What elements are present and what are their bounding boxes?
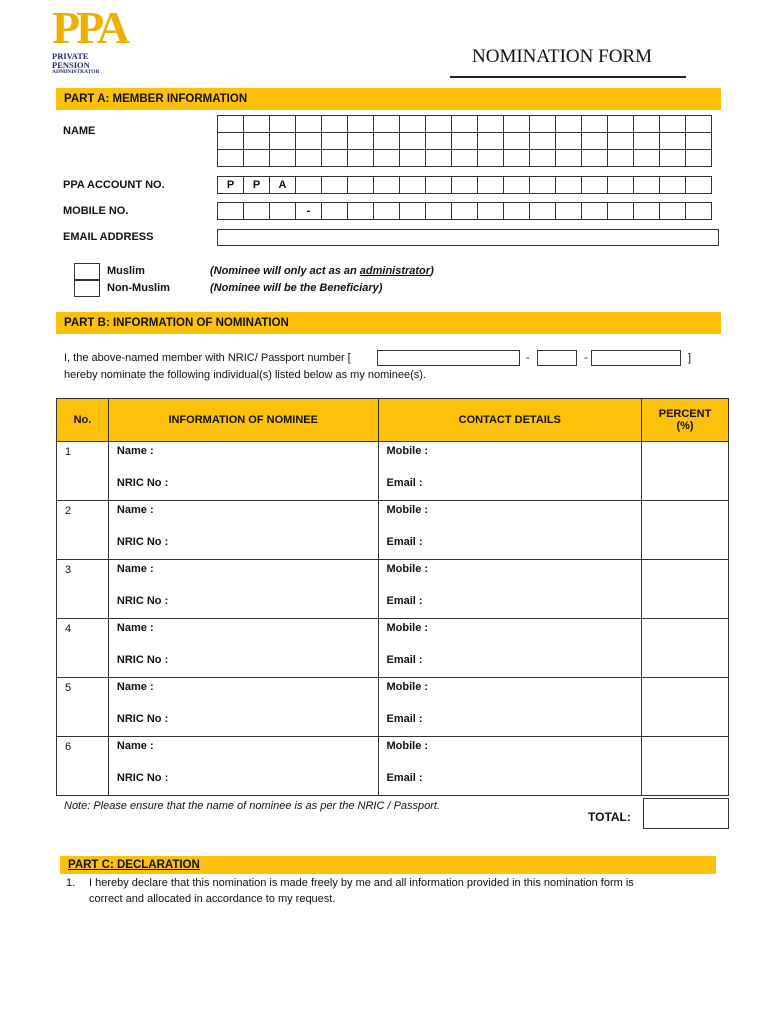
total-percent-input[interactable]: [643, 798, 729, 829]
account-cell[interactable]: [296, 177, 322, 194]
mobile-cell[interactable]: [244, 203, 270, 220]
name-cell[interactable]: [530, 133, 556, 150]
nominee-nric-field: NRIC No :: [116, 536, 169, 548]
nominee-contact-cell[interactable]: [378, 678, 642, 737]
nominate-statement: hereby nominate the following individual(s) listed below as my nominee(s).: [64, 369, 426, 381]
non-muslim-checkbox[interactable]: [74, 280, 100, 297]
name-cell[interactable]: [270, 133, 296, 150]
name-cell[interactable]: [296, 116, 322, 133]
name-cell[interactable]: [582, 116, 608, 133]
account-cell[interactable]: [426, 177, 452, 194]
nominee-percent-cell[interactable]: [642, 501, 729, 560]
account-cell[interactable]: [478, 177, 504, 194]
nominee-contact-cell[interactable]: [378, 560, 642, 619]
nominee-number: 5: [57, 678, 109, 737]
name-cell[interactable]: [660, 133, 686, 150]
mobile-cell[interactable]: [660, 203, 686, 220]
name-cell[interactable]: [686, 150, 712, 167]
name-grid[interactable]: [217, 115, 712, 167]
nominee-row: [57, 619, 729, 678]
name-cell[interactable]: [556, 116, 582, 133]
name-cell[interactable]: [582, 133, 608, 150]
account-cell[interactable]: [322, 177, 348, 194]
non-muslim-label: Non-Muslim: [107, 282, 170, 294]
name-cell[interactable]: [270, 116, 296, 133]
nominee-percent-cell[interactable]: [642, 737, 729, 796]
muslim-note: (Nominee will only act as an administrator): [210, 265, 434, 277]
mobile-cell[interactable]: [478, 203, 504, 220]
name-cell[interactable]: [348, 133, 374, 150]
mobile-grid[interactable]: [217, 202, 712, 220]
nominee-info-cell[interactable]: [108, 619, 378, 678]
mobile-cell[interactable]: [400, 203, 426, 220]
name-cell[interactable]: [426, 150, 452, 167]
nominee-nric-field: NRIC No :: [116, 595, 169, 607]
name-cell[interactable]: [686, 116, 712, 133]
name-cell[interactable]: [296, 133, 322, 150]
mobile-cell[interactable]: [322, 203, 348, 220]
nric-dash-1: -: [526, 352, 530, 364]
nominee-nric-field: NRIC No :: [116, 772, 169, 784]
nominee-row: [57, 501, 729, 560]
part-c-heading: PART C: DECLARATION: [60, 856, 716, 874]
ppa-logo: PPA: [52, 2, 127, 53]
mobile-cell[interactable]: [374, 203, 400, 220]
name-cell[interactable]: [478, 133, 504, 150]
mobile-cell[interactable]: [686, 203, 712, 220]
name-cell[interactable]: [634, 150, 660, 167]
name-cell[interactable]: [634, 133, 660, 150]
name-cell[interactable]: [608, 150, 634, 167]
non-muslim-note: (Nominee will be the Beneficiary): [210, 282, 383, 294]
nominee-email-field: Email :: [386, 772, 423, 784]
nominee-email-field: Email :: [386, 713, 423, 725]
account-cell[interactable]: [660, 177, 686, 194]
mobile-cell[interactable]: [582, 203, 608, 220]
muslim-label: Muslim: [107, 265, 145, 277]
account-cell[interactable]: [374, 177, 400, 194]
nominee-email-field: Email :: [386, 477, 423, 489]
name-cell[interactable]: [452, 116, 478, 133]
mobile-cell[interactable]: [530, 203, 556, 220]
nominee-nric-field: NRIC No :: [116, 713, 169, 725]
name-cell[interactable]: [452, 133, 478, 150]
nric-part-3-input[interactable]: [591, 350, 681, 366]
nominee-number: 3: [57, 560, 109, 619]
nric-part-1-input[interactable]: [377, 350, 520, 366]
name-cell[interactable]: [426, 116, 452, 133]
name-cell[interactable]: [218, 150, 244, 167]
nric-intro: I, the above-named member with NRIC/ Passport number [: [64, 352, 351, 364]
name-cell[interactable]: [608, 116, 634, 133]
nominee-percent-cell[interactable]: [642, 619, 729, 678]
nominee-email-field: Email :: [386, 536, 423, 548]
declaration-line-2: correct and allocated in accordance to my request.: [89, 893, 336, 905]
name-cell[interactable]: [400, 133, 426, 150]
name-cell[interactable]: [322, 116, 348, 133]
name-cell[interactable]: [244, 116, 270, 133]
name-cell[interactable]: [660, 150, 686, 167]
nominee-mobile-field: Mobile :: [386, 622, 429, 634]
name-cell[interactable]: [218, 133, 244, 150]
mobile-label: MOBILE NO.: [63, 205, 129, 217]
nominee-number: 4: [57, 619, 109, 678]
account-cell[interactable]: [582, 177, 608, 194]
name-cell[interactable]: [478, 150, 504, 167]
declaration-number: 1.: [66, 877, 76, 889]
administrator-term: administrator: [359, 265, 431, 277]
account-grid[interactable]: [217, 176, 712, 194]
name-cell[interactable]: [452, 150, 478, 167]
mobile-cell[interactable]: [452, 203, 478, 220]
muslim-checkbox[interactable]: [74, 263, 100, 280]
name-cell[interactable]: [296, 150, 322, 167]
form-title: NOMINATION FORM: [472, 46, 652, 67]
name-cell[interactable]: [374, 116, 400, 133]
mobile-dash: -: [296, 203, 322, 220]
account-prefix-cell: P: [218, 177, 244, 194]
name-cell[interactable]: [244, 150, 270, 167]
name-cell[interactable]: [634, 116, 660, 133]
nominee-nric-field: NRIC No :: [116, 654, 169, 666]
name-cell[interactable]: [504, 116, 530, 133]
nominee-number: 6: [57, 737, 109, 796]
col-info: INFORMATION OF NOMINEE: [108, 399, 378, 442]
nominee-name-field: Name :: [116, 622, 154, 634]
nominee-name-field: Name :: [116, 740, 154, 752]
mobile-cell[interactable]: [426, 203, 452, 220]
account-cell[interactable]: [686, 177, 712, 194]
name-cell[interactable]: [556, 150, 582, 167]
nric-part-2-input[interactable]: [537, 350, 577, 366]
name-cell[interactable]: [400, 116, 426, 133]
mobile-cell[interactable]: [556, 203, 582, 220]
nominee-contact-cell[interactable]: [378, 442, 642, 501]
mobile-cell[interactable]: [608, 203, 634, 220]
nominee-email-field: Email :: [386, 654, 423, 666]
nominee-contact-cell[interactable]: [378, 737, 642, 796]
name-cell[interactable]: [348, 150, 374, 167]
account-cell[interactable]: [608, 177, 634, 194]
nominee-percent-cell[interactable]: [642, 560, 729, 619]
nric-dash-2: -: [584, 352, 588, 364]
nominee-mobile-field: Mobile :: [386, 681, 429, 693]
nominee-mobile-field: Mobile :: [386, 740, 429, 752]
name-cell[interactable]: [686, 133, 712, 150]
nominee-name-field: Name :: [116, 681, 154, 693]
nominee-info-cell[interactable]: [108, 737, 378, 796]
mobile-cell[interactable]: [348, 203, 374, 220]
name-cell[interactable]: [374, 133, 400, 150]
name-cell[interactable]: [322, 150, 348, 167]
nric-bracket-close: ]: [688, 352, 692, 364]
nominee-info-cell[interactable]: [108, 442, 378, 501]
account-cell[interactable]: [504, 177, 530, 194]
nominee-mobile-field: Mobile :: [386, 445, 429, 457]
total-label: TOTAL:: [588, 810, 631, 824]
name-cell[interactable]: [270, 150, 296, 167]
name-cell[interactable]: [374, 150, 400, 167]
mobile-cell[interactable]: [504, 203, 530, 220]
name-cell[interactable]: [400, 150, 426, 167]
account-cell[interactable]: [556, 177, 582, 194]
name-cell[interactable]: [504, 133, 530, 150]
nominee-mobile-field: Mobile :: [386, 563, 429, 575]
part-a-heading: PART A: MEMBER INFORMATION: [56, 88, 721, 110]
nominee-number: 2: [57, 501, 109, 560]
name-cell[interactable]: [426, 133, 452, 150]
mobile-cell[interactable]: [634, 203, 660, 220]
mobile-cell[interactable]: [218, 203, 244, 220]
part-b-heading: PART B: INFORMATION OF NOMINATION: [56, 312, 721, 334]
col-percent: PERCENT (%): [642, 399, 729, 442]
name-cell[interactable]: [218, 116, 244, 133]
account-cell[interactable]: [530, 177, 556, 194]
nominee-name-field: Name :: [116, 563, 154, 575]
logo-line-2: PENSION: [52, 60, 90, 70]
account-cell[interactable]: [634, 177, 660, 194]
name-cell[interactable]: [556, 133, 582, 150]
title-rule: [450, 76, 686, 78]
nominee-number: 1: [57, 442, 109, 501]
nominee-contact-cell[interactable]: [378, 619, 642, 678]
account-cell[interactable]: [348, 177, 374, 194]
account-cell[interactable]: [400, 177, 426, 194]
nominee-info-cell[interactable]: [108, 501, 378, 560]
account-prefix-cell: P: [244, 177, 270, 194]
nominee-nric-field: NRIC No :: [116, 477, 169, 489]
nominee-row: [57, 737, 729, 796]
nominee-name-field: Name :: [116, 445, 154, 457]
nominee-percent-cell[interactable]: [642, 442, 729, 501]
name-cell[interactable]: [530, 116, 556, 133]
nominee-contact-cell[interactable]: [378, 501, 642, 560]
name-cell[interactable]: [322, 133, 348, 150]
nominee-email-field: Email :: [386, 595, 423, 607]
nominee-percent-cell[interactable]: [642, 678, 729, 737]
nominee-row: [57, 678, 729, 737]
account-label: PPA ACCOUNT NO.: [63, 179, 165, 191]
account-cell[interactable]: [452, 177, 478, 194]
name-cell[interactable]: [530, 150, 556, 167]
col-contact: CONTACT DETAILS: [378, 399, 642, 442]
name-cell[interactable]: [244, 133, 270, 150]
name-cell[interactable]: [608, 133, 634, 150]
nominee-row: [57, 442, 729, 501]
nominee-table: [56, 398, 729, 796]
name-label: NAME: [63, 125, 96, 137]
nominee-name-field: Name :: [116, 504, 154, 516]
name-cell[interactable]: [504, 150, 530, 167]
email-label: EMAIL ADDRESS: [63, 231, 154, 243]
nominee-mobile-field: Mobile :: [386, 504, 429, 516]
nominee-note: Note: Please ensure that the name of nominee is as per the NRIC / Passport.: [64, 800, 441, 812]
name-cell[interactable]: [660, 116, 686, 133]
nominee-row: [57, 560, 729, 619]
name-cell[interactable]: [478, 116, 504, 133]
nominee-info-cell[interactable]: [108, 678, 378, 737]
mobile-cell[interactable]: [270, 203, 296, 220]
declaration-line-1: I hereby declare that this nomination is made freely by me and all information provided in this nomination form is: [89, 877, 634, 889]
name-cell[interactable]: [582, 150, 608, 167]
email-input[interactable]: [217, 229, 719, 246]
logo-line-3: ADMINISTRATOR: [52, 69, 100, 75]
nominee-info-cell[interactable]: [108, 560, 378, 619]
col-no: No.: [57, 399, 109, 442]
account-prefix-cell: A: [270, 177, 296, 194]
logo-line-1: PRIVATE: [52, 51, 89, 61]
name-cell[interactable]: [348, 116, 374, 133]
